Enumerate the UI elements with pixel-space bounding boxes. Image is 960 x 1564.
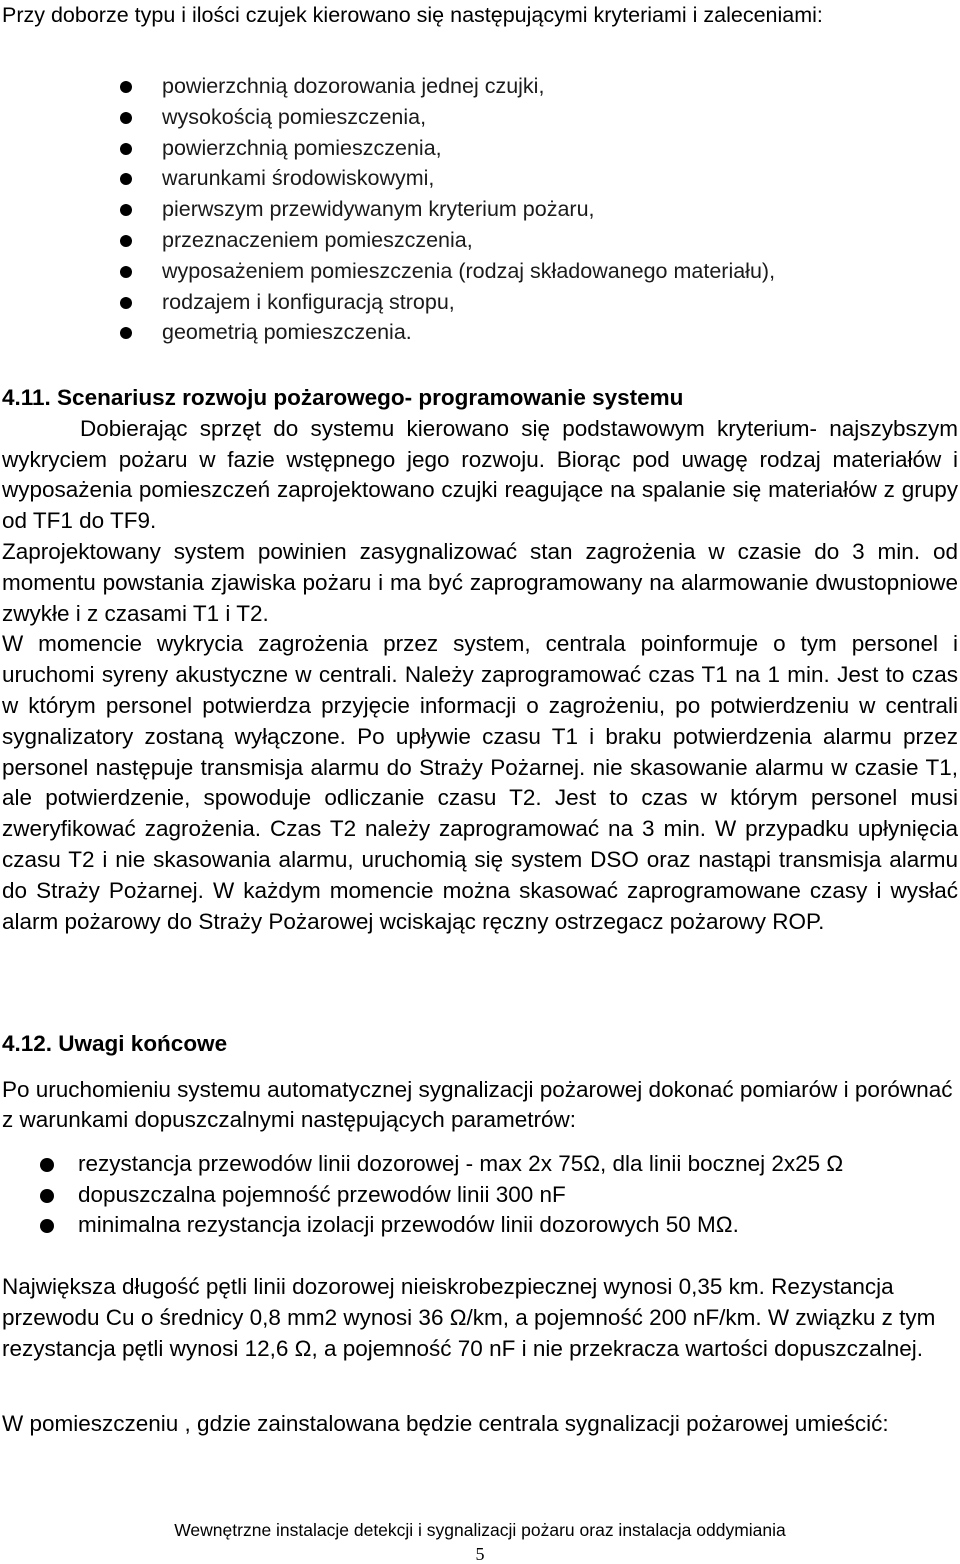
page-number: 5 [475, 1544, 485, 1564]
section-heading: 4.11. Scenariusz rozwoju pożarowego- programowanie systemu [2, 385, 684, 410]
paragraph: Zaprojektowany system powinien zasygnalizować stan zagrożenia w czasie do 3 min. od momentu powstania zjawiska pożaru i ma być zaprogramowany na alarmowanie dwustopniowe zwykłe i z czasami T1 i T2. [2, 538, 958, 626]
intro-paragraph: Przy doborze typu i ilości czujek kierowano się następującymi kryteriami i zaleceniami: [2, 3, 823, 27]
list-item: rezystancja przewodów linii dozorowej - max 2x 75Ω, dla linii bocznej 2x25 Ω [40, 1149, 958, 1180]
bullet-icon [120, 143, 132, 155]
list-item: przeznaczeniem pomieszczenia, [120, 225, 775, 256]
list-item: minimalna rezystancja izolacji przewodów linii dozorowych 50 MΩ. [40, 1210, 958, 1241]
list-item: geometrią pomieszczenia. [120, 317, 775, 348]
bullet-icon [120, 297, 132, 309]
list-item: powierzchnią dozorowania jednej czujki, [120, 71, 775, 102]
bullet-icon [120, 173, 132, 185]
bullet-icon [40, 1158, 54, 1172]
paragraph: W momencie wykrycia zagrożenia przez system, centrala poinformuje o tym personel i uruchomi syreny akustyczne w centrali. Należy zaprogramować czas T1 na 1 min. Jest to czas w którym personel potwierdza przyjęcie informacji o zagrożeniu, po potwierdzeniu w centrali sygnalizatory zostaną wyłączone. Po upływie czasu T1 i braku potwierdzenia alarmu przez personel następuje transmisja alarmu do Straży Pożarnej. nie skasowanie alarmu w czasie T1, ale potwierdzenie, spowoduje odliczanie czasu T2. Jest to czas w którym personel musi zweryfikować zagrożenia. Czas T2 należy zaprogramować na 3 min. W przypadku upłynięcia czasu T2 i nie skasowania alarmu, uruchomią się system DSO oraz nastąpi transmisja alarmu do Straży Pożarnej. W każdym momencie można skasować zaprogramowane czasy i wysłać alarm pożarowy do Straży Pożarowej wciskając ręczny ostrzegacz pożarowy ROP. [2, 631, 958, 934]
bullet-icon [120, 235, 132, 247]
bullet-icon [120, 112, 132, 124]
list-item: wyposażeniem pomieszczenia (rodzaj składowanego materiału), [120, 256, 775, 287]
list-item: pierwszym przewidywanym kryterium pożaru, [120, 194, 775, 225]
parameters-list [40, 1149, 958, 1241]
paragraph: Po uruchomieniu systemu automatycznej sygnalizacji pożarowej dokonać pomiarów i porównać z warunkami dopuszczalnymi następujących parametrów: [2, 1077, 953, 1132]
bullet-icon [120, 327, 132, 339]
list-item: rodzajem i konfiguracją stropu, [120, 287, 775, 318]
bullet-icon [40, 1219, 54, 1233]
list-item: warunkami środowiskowymi, [120, 163, 775, 194]
criteria-list [120, 71, 775, 348]
bullet-icon [40, 1189, 54, 1203]
paragraph: W pomieszczeniu , gdzie zainstalowana będzie centrala sygnalizacji pożarowej umieścić: [2, 1411, 889, 1436]
list-item: wysokością pomieszczenia, [120, 102, 775, 133]
bullet-icon [120, 204, 132, 216]
section-4-11 [2, 383, 958, 937]
list-item: dopuszczalna pojemność przewodów linii 300 nF [40, 1180, 958, 1211]
bullet-icon [120, 266, 132, 278]
paragraph: Dobierając sprzęt do systemu kierowano się podstawowym kryterium- najszybszym wykryciem pożaru w fazie wstępnego jego rozwoju. Biorąc pod uwagę rodzaj materiałów i wyposażenia pomieszczeń zaprojektowano czujki reagujące na spalanie się materiałów z grupy od TF1 do TF9. [2, 415, 958, 534]
list-item: powierzchnią pomieszczenia, [120, 133, 775, 164]
bullet-icon [120, 81, 132, 93]
paragraph: Największa długość pętli linii dozorowej nieiskrobezpiecznej wynosi 0,35 km. Rezystancja przewodu Cu o średnicy 0,8 mm2 wynosi 36 Ω/km, a pojemność 200 nF/km. W związku z tym rezystancja pętli wynosi 12,6 Ω, a pojemność 70 nF i nie przekracza wartości dopuszczalnej. [2, 1274, 936, 1361]
page-footer: Wewnętrzne instalacje detekcji i sygnalizacji pożaru oraz instalacja oddymiania [174, 1520, 786, 1540]
section-heading: 4.12. Uwagi końcowe [2, 1031, 228, 1056]
